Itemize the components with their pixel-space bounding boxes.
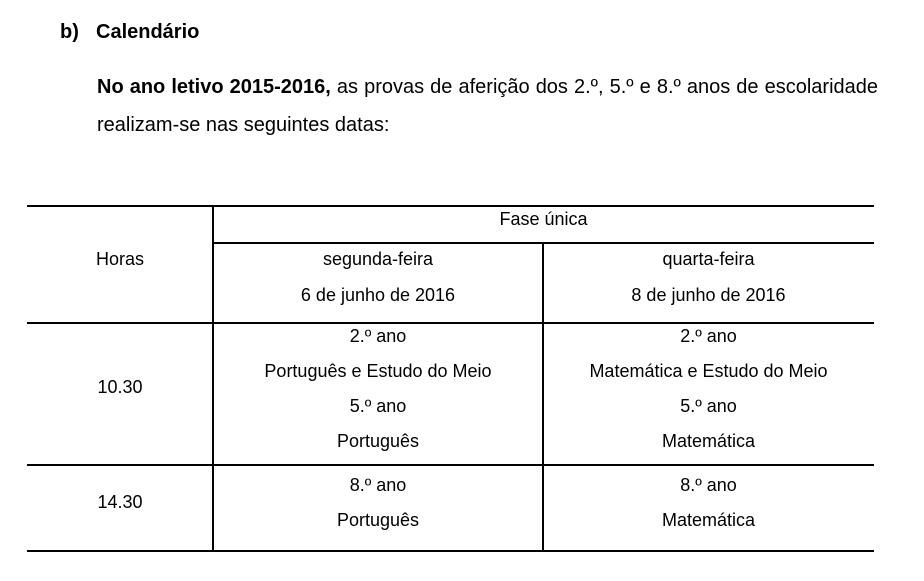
row1-col1-line3: 5.º ano bbox=[349, 396, 407, 416]
row1-bottom-rule bbox=[27, 464, 874, 466]
header-col2-date: 8 de junho de 2016 bbox=[631, 285, 786, 305]
header-col1-day: segunda-feira bbox=[322, 249, 434, 269]
row1-col1-line4: Português bbox=[336, 431, 420, 451]
row1-col2-line4: Matemática bbox=[661, 431, 756, 451]
row1-col2-line3: 5.º ano bbox=[680, 396, 737, 416]
header-col1-date: 6 de junho de 2016 bbox=[300, 285, 456, 305]
row1-col2-line2: Matemática e Estudo do Meio bbox=[589, 361, 828, 381]
intro-text: as provas de aferição dos 2.º, 5.º e 8.º anos de escolaridade realizam-se nas seguintes datas: bbox=[97, 76, 879, 136]
header-horas: Horas bbox=[95, 249, 144, 269]
section-letter: b) bbox=[60, 21, 79, 43]
header-col2-day: quarta-feira bbox=[662, 249, 755, 269]
row2-col2-line1: 8.º ano bbox=[680, 475, 737, 495]
intro-paragraph bbox=[97, 68, 878, 144]
row2-col2-line2: Matemática bbox=[661, 510, 756, 530]
row1-col1-line1: 2.º ano bbox=[349, 326, 407, 346]
header-fase: Fase única bbox=[499, 209, 588, 229]
section-heading bbox=[60, 20, 199, 44]
row1-time: 10.30 bbox=[97, 377, 143, 397]
section-title: Calendário bbox=[96, 21, 200, 43]
row2-col1-line1: 8.º ano bbox=[349, 475, 407, 495]
row1-col2-line1: 2.º ano bbox=[680, 326, 737, 346]
row2-time: 14.30 bbox=[97, 492, 143, 512]
row2-col1-line2: Português bbox=[336, 510, 420, 530]
intro-bold: No ano letivo 2015-2016, bbox=[97, 76, 331, 98]
row1-col1-line2: Português e Estudo do Meio bbox=[264, 361, 492, 381]
table-bottom-rule bbox=[27, 550, 874, 552]
